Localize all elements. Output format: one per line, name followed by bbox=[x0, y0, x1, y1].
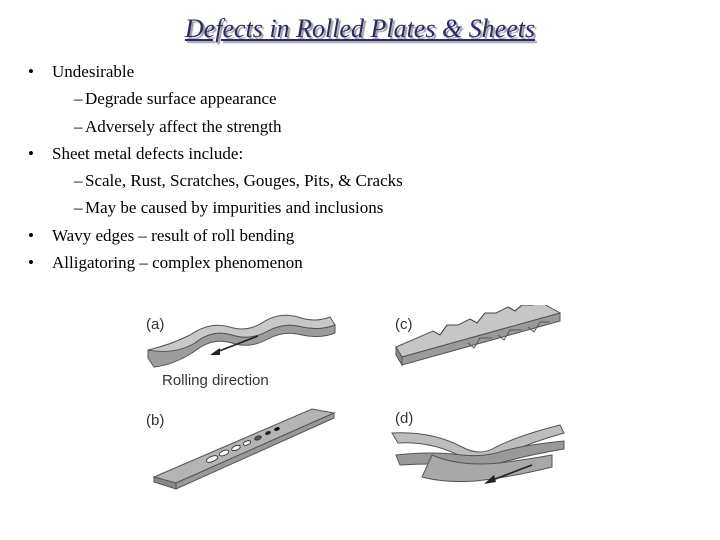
pitted-plate bbox=[154, 409, 334, 489]
label-b: (b) bbox=[146, 412, 165, 429]
bullet-text: Sheet metal defects include: bbox=[52, 143, 244, 163]
defects-illustration bbox=[140, 305, 580, 500]
bullet-marker: • bbox=[28, 225, 34, 245]
bullet-item bbox=[24, 140, 704, 167]
sub-bullet-marker: – bbox=[74, 198, 83, 218]
bullet-text: Alligatoring – complex phenomenon bbox=[52, 253, 303, 273]
sub-bullet-text: Degrade surface appearance bbox=[85, 89, 277, 109]
bullet-item bbox=[24, 249, 704, 276]
edge-cracked-plate bbox=[396, 305, 560, 365]
bullet-text: Wavy edges – result of roll bending bbox=[52, 225, 295, 245]
bullet-marker: • bbox=[28, 62, 34, 81]
sub-bullet-text: Scale, Rust, Scratches, Gouges, Pits, & Cracks bbox=[85, 171, 403, 191]
sub-bullet-item bbox=[24, 194, 704, 221]
sub-bullet-item bbox=[24, 85, 704, 112]
slide-title: Defects in Rolled Plates & Sheets bbox=[184, 14, 536, 43]
sub-bullet-text: Adversely affect the strength bbox=[85, 116, 282, 136]
bullet-item bbox=[24, 58, 704, 85]
label-c: (c) bbox=[395, 316, 413, 333]
bullet-item bbox=[24, 222, 704, 249]
label-a: (a) bbox=[146, 316, 165, 333]
label-d: (d) bbox=[395, 410, 414, 427]
bullet-marker: • bbox=[28, 253, 34, 273]
alligatoring-plate bbox=[392, 425, 564, 484]
rolling-direction-label: Rolling direction bbox=[162, 372, 269, 389]
rolling-defects-figure bbox=[140, 305, 580, 500]
bullet-text: Undesirable bbox=[52, 62, 135, 81]
sub-bullet-marker: – bbox=[74, 116, 83, 136]
sub-bullet-item bbox=[24, 167, 704, 194]
sub-bullet-marker: – bbox=[74, 171, 83, 191]
sub-bullet-text: May be caused by impurities and inclusions bbox=[85, 198, 384, 218]
bullet-list bbox=[24, 58, 704, 276]
sub-bullet-item bbox=[24, 113, 704, 140]
sub-bullet-marker: – bbox=[74, 89, 83, 109]
bullet-marker: • bbox=[28, 143, 34, 163]
wavy-edge-plate bbox=[148, 315, 335, 367]
